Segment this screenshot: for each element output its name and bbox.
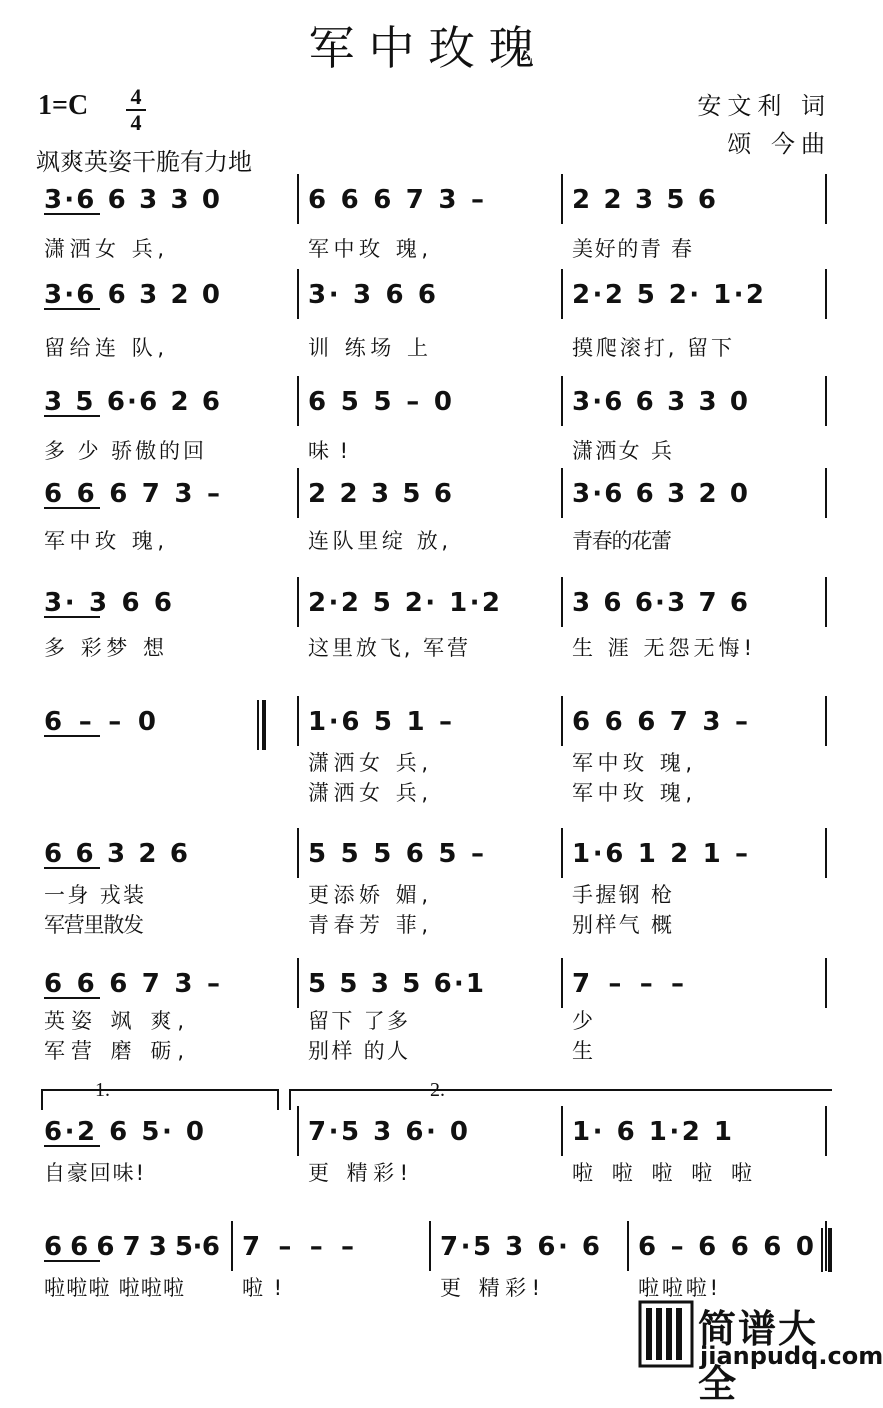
measure-notes: 7 – – – [572,969,684,999]
lyric-segment: 潇洒女 兵, [308,781,428,805]
measure-notes: 2·2 5 2· 1·2 [572,280,764,310]
page-title: 军中玫瑰 [308,21,549,75]
lyric-segment: 生 [572,1039,593,1063]
lyric-segment: 自豪回味! [44,1161,144,1185]
lyric-segment: 更添娇 媚, [308,883,428,907]
lyric-segment: 训 练场 上 [308,336,428,360]
lyric-segment: 美好的青 春 [572,237,692,261]
lyric-segment: 多 少 骄傲的回 [44,439,204,463]
measure-notes: 1·6 5 1 – [308,707,452,737]
volta-1-bracket [42,1090,278,1110]
tempo-marking: 飒爽英姿干脆有力地 [36,148,252,176]
lyricist-credit: 安文利 词 [697,92,831,120]
time-top: 4 [130,84,142,109]
measure-notes: 2 2 3 5 6 [572,185,716,215]
lyric-segment: 连队里绽 放, [308,529,448,553]
lyric-segment: 军中玫 瑰, [44,529,164,553]
measure-notes: 3·6 6 3 3 0 [44,185,220,215]
measure-notes: 6 5 5 – 0 [308,387,452,417]
measure-notes: 6 6 6 7 3 – [308,185,484,215]
lyric-segment: 军中玫 瑰, [308,237,428,261]
piano-logo-icon [638,1298,694,1370]
measure-notes: 3·6 6 3 2 0 [44,280,220,310]
lyric-segment: 潇洒女 兵 [572,439,672,463]
lyric-segment: 更 精彩! [308,1161,408,1185]
lyric-segment: 军中玫 瑰, [572,751,692,775]
measure-notes: 5 5 3 5 6·1 [308,969,484,999]
volta-label: 1. [95,1079,110,1101]
lyric-segment: 青春的花蕾 [572,529,672,553]
time-bottom: 4 [130,110,142,135]
measure-notes: 1·6 1 2 1 – [572,839,748,869]
composer-credit: 颂 今曲 [727,130,831,158]
lyric-segment: 军营里散发 [44,913,144,937]
lyric-segment: 少 [572,1009,593,1033]
measure-notes: 3· 3 6 6 [308,280,436,310]
lyric-segment: 更 精彩! [440,1276,540,1300]
lyric-segment: 啦! [242,1276,282,1300]
measure-notes: 7·5 3 6· 6 [440,1232,600,1262]
measure-notes: 6·2 6 5· 0 [44,1117,204,1147]
lyric-segment: 啦啦啦 啦啦啦 [44,1276,184,1300]
lyric-segment: 别样 的人 [308,1039,408,1063]
measure-notes: 3 6 6·3 7 6 [572,588,748,618]
watermark-cn: 简谱大全 [698,1307,819,1406]
measure-notes: 5 5 5 6 5 – [308,839,484,869]
measure-notes: 3·6 6 3 2 0 [572,479,748,509]
measure-notes: 6 6 6 7 3 5·6 [44,1232,220,1262]
measure-notes: 6 6 6 7 3 – [44,479,220,509]
lyric-segment: 潇洒女 兵, [308,751,428,775]
measure-notes: 3·6 6 3 3 0 [572,387,748,417]
key-signature: 1=C [38,90,89,121]
measure-notes: 6 – – 0 [44,707,156,737]
measure-notes: 7·5 3 6· 0 [308,1117,468,1147]
measure-notes: 1· 6 1·2 1 [572,1117,732,1147]
measure-notes: 2·2 5 2· 1·2 [308,588,500,618]
measure-notes: 6 6 6 7 3 – [44,969,220,999]
lyric-segment: 手握钢 枪 [572,883,672,907]
measure-notes: 6 6 3 2 6 [44,839,188,869]
lyric-segment: 摸爬滚打, 留下 [572,336,732,360]
lyric-segment: 军中玫 瑰, [572,781,692,805]
measure-notes: 6 6 6 7 3 – [572,707,748,737]
lyric-segment: 这里放飞, 军营 [308,636,468,660]
lyric-segment: 英姿 飒 爽, [44,1009,184,1033]
lyric-segment: 别样气 概 [572,913,672,937]
lyric-segment: 啦啦啦! [638,1276,718,1300]
lyric-segment: 味! [308,439,348,463]
lyric-segment: 多 彩梦 想 [44,636,164,660]
lyric-segment: 留下 了多 [308,1009,408,1033]
lyric-segment: 军营 磨 砺, [44,1039,184,1063]
measure-notes: 3 5 6·6 2 6 [44,387,220,417]
measure-notes: 7 – – – [242,1232,354,1262]
lyric-segment: 青春芳 菲, [308,913,428,937]
volta-label: 2. [430,1079,445,1101]
lyric-segment: 生 涯 无怨无悔! [572,636,752,660]
lyric-segment: 留给连 队, [44,336,164,360]
watermark-en: jianpudq.com [700,1342,883,1370]
lyric-segment: 一身 戎装 [44,883,144,907]
lyric-segment: 啦 啦 啦 啦 啦 [572,1161,752,1185]
watermark [638,1298,883,1406]
measure-notes: 3· 3 6 6 [44,588,172,618]
measure-notes: 2 2 3 5 6 [308,479,452,509]
lyric-segment: 潇洒女 兵, [44,237,164,261]
measure-notes: 6 – 6 6 6 0 [638,1232,814,1262]
